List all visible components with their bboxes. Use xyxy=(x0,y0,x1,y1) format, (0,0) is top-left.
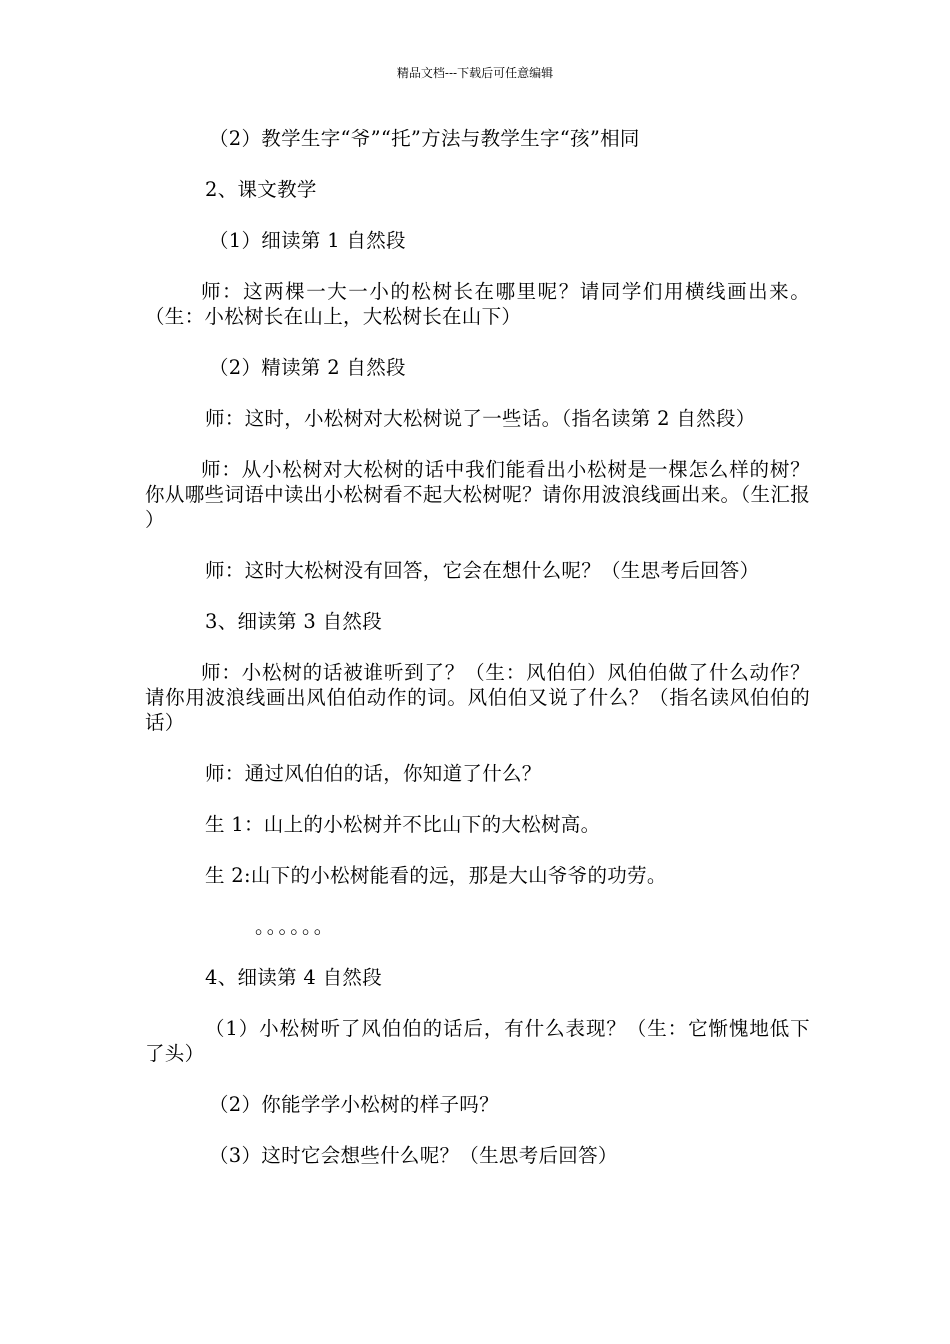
document-body xyxy=(145,126,810,1194)
ellipsis: 。。。。。。 xyxy=(255,915,336,938)
paragraph: （1）细读第 1 自然段 xyxy=(209,229,406,252)
paragraph: 师：这两棵一大一小的松树长在哪里呢？请同学们用横线画出来。（生：小松树长在山上，大松树长在山下） xyxy=(145,280,810,328)
paragraph: （3）这时它会想些什么呢？（生思考后回答） xyxy=(209,1144,618,1167)
paragraph: 师：小松树的话被谁听到了？（生：风伯伯）风伯伯做了什么动作？请你用波浪线画出风伯伯动作的词。风伯伯又说了什么？（指名读风伯伯的话） xyxy=(145,661,810,734)
paragraph: （1）小松树听了风伯伯的话后，有什么表现？（生：它惭愧地低下了头） xyxy=(145,1017,810,1065)
section-heading: 2、课文教学 xyxy=(205,178,317,201)
page-header: 精品文档---下载后可任意编辑 xyxy=(396,66,554,80)
paragraph: 师：这时，小松树对大松树说了一些话。（指名读第 2 自然段） xyxy=(205,407,756,430)
paragraph: （2）教学生字“爷”“托”方法与教学生字“孩”相同 xyxy=(209,127,640,150)
paragraph: （2）精读第 2 自然段 xyxy=(209,356,406,379)
section-heading: 3、细读第 3 自然段 xyxy=(205,610,383,633)
paragraph: 生 2:山下的小松树能看的远，那是大山爷爷的功劳。 xyxy=(205,864,667,887)
paragraph: 生 1：山上的小松树并不比山下的大松树高。 xyxy=(205,813,601,836)
section-heading: 4、细读第 4 自然段 xyxy=(205,966,383,989)
paragraph: 师：从小松树对大松树的话中我们能看出小松树是一棵怎么样的树？你从哪些词语中读出小松树看不起大松树呢？请你用波浪线画出来。（生汇报 ） xyxy=(145,458,810,531)
paragraph: 师：这时大松树没有回答，它会在想什么呢？（生思考后回答） xyxy=(205,559,760,582)
paragraph: （2）你能学学小松树的样子吗？ xyxy=(209,1093,499,1116)
paragraph: 师：通过风伯伯的话，你知道了什么？ xyxy=(205,762,542,785)
